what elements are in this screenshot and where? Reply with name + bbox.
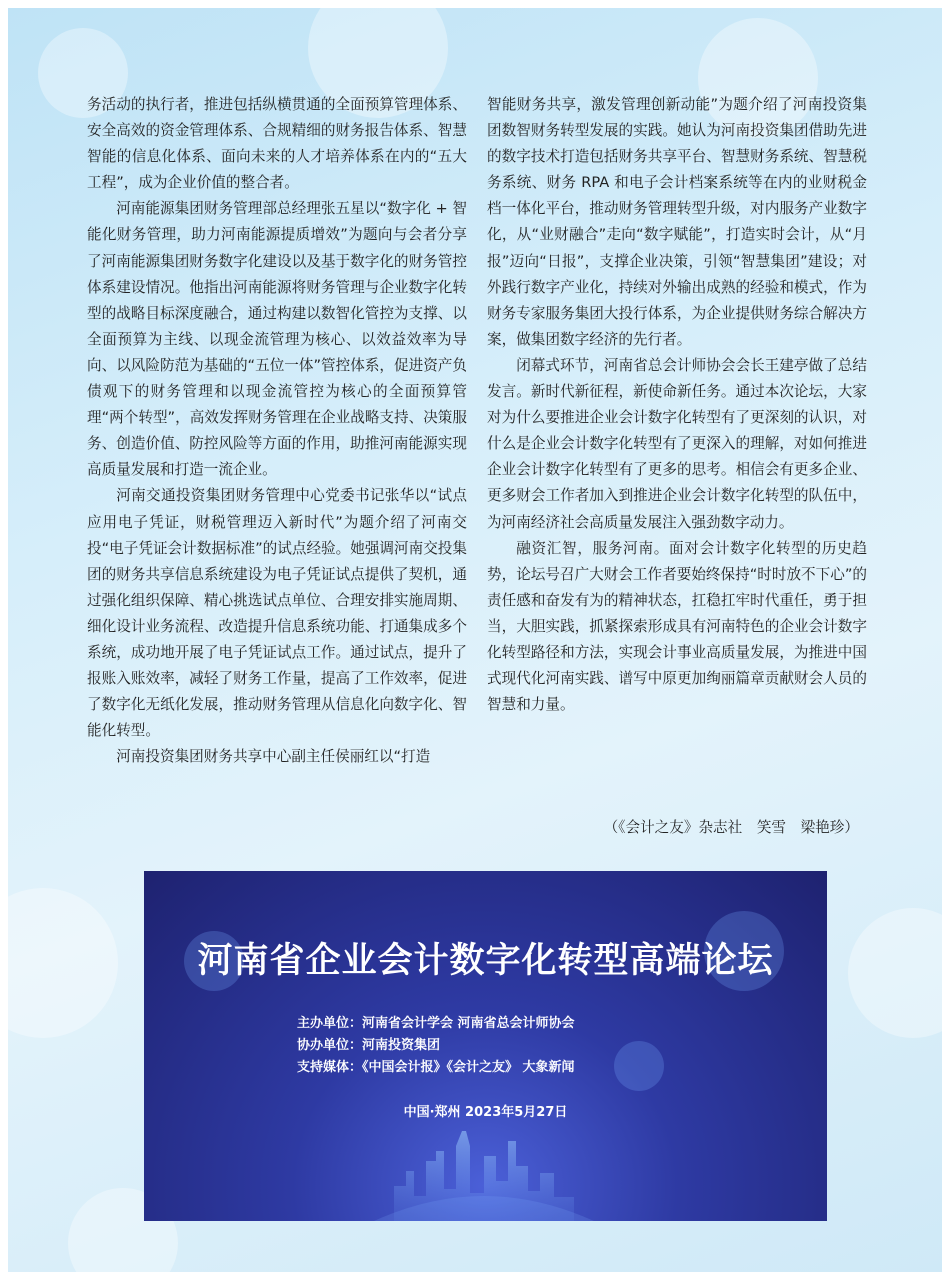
paragraph: 闭幕式环节，河南省总会计师协会会长王建亭做了总结发言。新时代新征程，新使命新任务。通过本次论坛，大家对为什么要推进企业会计数字化转型有了更深刻的认识，对什么是企业会计数字化转型有了更深入的理解，对如何推进企业会计数字化转型有了更多的思考。相信会有更多企业、更多财会工作者加入到推进企业会计数字化转型的队伍中，为河南经济社会高质量发展注入强劲数字动力。 [487, 356, 867, 531]
paragraph: 务活动的执行者，推进包括纵横贯通的全面预算管理体系、安全高效的资金管理体系、合规精细的财务报告体系、智慧智能的信息化体系、面向未来的人才培养体系在内的“五大工程”，成为企业价值的整合者。 [87, 96, 467, 192]
banner-organizers [297, 1013, 575, 1079]
paragraph: 融资汇智，服务河南。面对会计数字化转型的历史趋势，论坛号召广大财会工作者要始终保持“时时放不下心”的责任感和奋发有为的精神状态，扛稳扛牢时代重任，勇于担当，大胆实践，抓紧探索形成具有河南特色的企业会计数字化转型路径和方法，实现会计事业高质量发展，为推进中国式现代化河南实践、谱写中原更加绚丽篇章贡献财会人员的智慧和力量。 [487, 539, 867, 714]
article-right-column [487, 92, 867, 718]
paragraph: 智能财务共享，激发管理创新动能”为题介绍了河南投资集团数智财务转型发展的实践。她认为河南投资集团借助先进的数字技术打造包括财务共享平台、智慧财务系统、智慧税务系统、财务 RPA 和电子会计档案系统等在内的业财税金档一体化平台，推动财务管理转型升级，对内服务产业数字化，从“业财融合”走向“数字赋能”，打造实时会计，从“月报”迈向“日报”，支撑企业决策，引领“智慧集团”建设；对外践行数字产业化，持续对外输出成熟的经验和模式，作为财务专家服务集团大投行体系，为企业提供财务综合解决方案，做集团数字经济的先行者。 [487, 96, 867, 348]
paragraph: 河南交通投资集团财务管理中心党委书记张华以“试点应用电子凭证，财税管理迈入新时代”为题介绍了河南交投“电子凭证会计数据标准”的试点经验。她强调河南交投集团的财务共享信息系统建设为电子凭证试点提供了契机，通过强化组织保障、精心挑选试点单位、合理安排实施周期、细化设计业务流程、改造提升信息系统功能、打通集成多个系统，成功地开展了电子凭证试点工作。通过试点，提升了报账入账效率，减轻了财务工作量，提高了工作效率，促进了数字化无纸化发展，推动财务管理从信息化向数字化、智能化转型。 [87, 487, 467, 740]
banner-place-date: 中国·郑州 2023年5月27日 [403, 1105, 568, 1120]
banner-host: 主办单位：河南省会计学会 河南省总会计师协会 [297, 1016, 575, 1031]
banner-media: 支持媒体：《中国会计报》《会计之友》 大象新闻 [297, 1060, 575, 1075]
banner-co-host: 协办单位：河南投资集团 [297, 1038, 441, 1053]
paragraph: 河南投资集团财务共享中心副主任侯丽红以“打造 [116, 748, 431, 766]
banner-title: 河南省企业会计数字化转型高端论坛 [197, 941, 774, 981]
forum-banner-image [144, 871, 827, 1221]
paragraph: 河南能源集团财务管理部总经理张五星以“数字化 + 智能化财务管理，助力河南能源提质增效”为题向与会者分享了河南能源集团财务数字化建设以及基于数字化的财务管控体系建设情况。他指出河南能源将财务管理与企业数字化转型的战略目标深度融合，通过构建以数智化管控为支撑、以全面预算为主线、以现金流管理为核心、以效益效率为导向、以风险防范为基础的“五位一体”管控体系，促进资产负债观下的财务管理和以现金流管控为核心的全面预算管理“两个转型”，高效发挥财务管理在企业战略支持、决策服务、创造价值、防控风险等方面的作用，助推河南能源实现高质量发展和打造一流企业。 [87, 200, 467, 479]
city-skyline-graphic [144, 1101, 827, 1221]
article-left-column [87, 92, 467, 770]
article-byline: （《会计之友》杂志社 笑雪 梁艳珍） [603, 819, 859, 836]
